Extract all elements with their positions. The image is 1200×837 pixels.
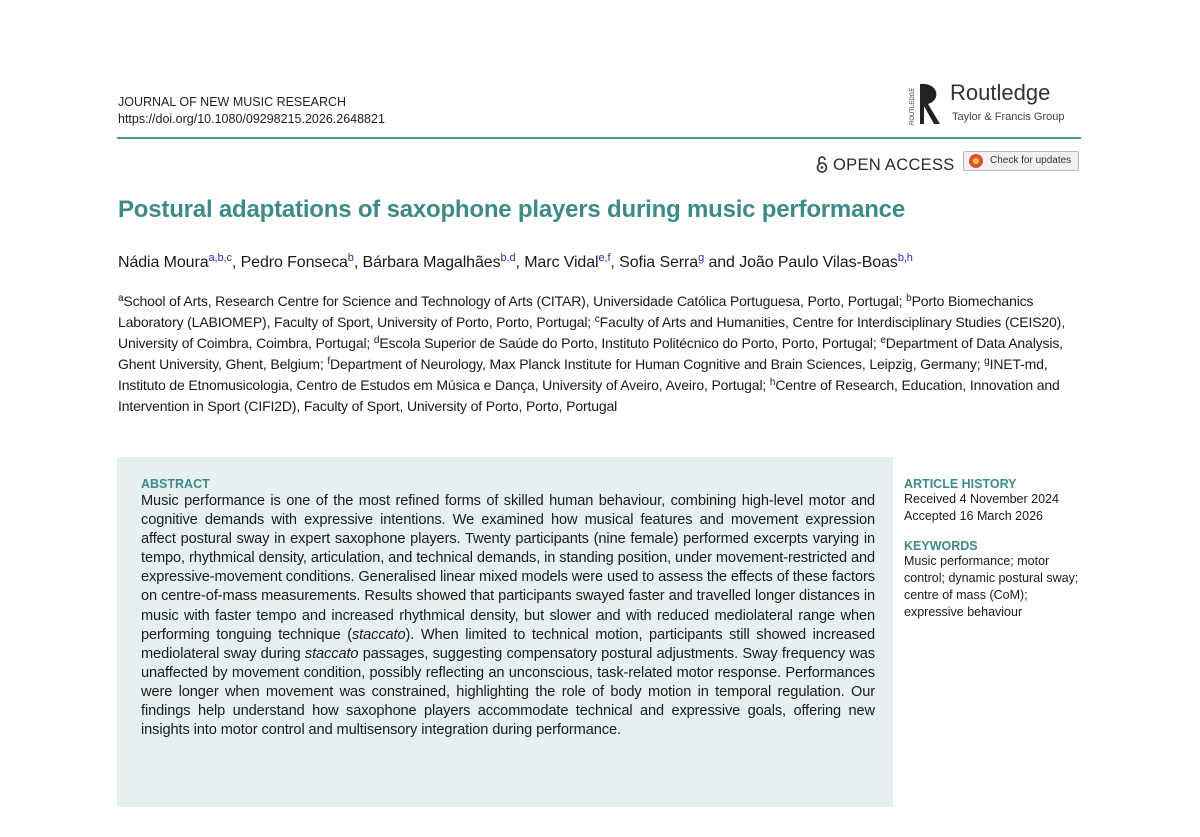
author-name[interactable]: Pedro Fonseca [240, 254, 348, 271]
abstract-italic-term: staccato [304, 645, 359, 662]
abstract-segment: passages, suggesting compensatory postural adjustments. Sway frequency was unaffected by movement condition, possibly reflecting an unconscious, task-related motor response. Performances were longer when movement was constrained, highlighting the role of body motion in temporal regulation. Our findings help understand how saxophone players accommodate technical and expressive goals, offering new insights into motor control and multisensory integration during performance. [141, 645, 875, 739]
abstract-italic-term: staccato [351, 626, 406, 643]
affiliation-key: a [118, 293, 124, 304]
author-affiliation-marker[interactable]: b [347, 252, 354, 264]
affiliation-text: Department of Neurology, Max Planck Institute for Human Cognitive and Brain Sciences, Leipzig, Germany; [330, 356, 985, 372]
abstract-text [141, 492, 875, 740]
affiliation-key: c [594, 314, 600, 325]
accepted-date: Accepted 16 March 2026 [904, 509, 1043, 523]
author-name[interactable]: João Paulo Vilas-Boas [739, 254, 898, 271]
author-name[interactable]: Marc Vidal [524, 254, 599, 271]
journal-name: JOURNAL OF NEW MUSIC RESEARCH [118, 95, 347, 109]
author-affiliation-marker[interactable]: b,h [897, 252, 913, 264]
author-name[interactable]: Sofia Serra [619, 254, 699, 271]
affiliation-text: Faculty of Arts and Humanities, Centre for Interdisciplinary Studies (CEIS20), University of Coimbra, Coimbra, Portugal; [118, 314, 1065, 351]
author-separator: and [704, 254, 740, 271]
author-list [118, 254, 913, 272]
publisher-logo[interactable] [908, 78, 1088, 128]
affiliation-key: e [880, 335, 886, 346]
author-separator: , [231, 254, 241, 271]
check-updates-label: Check for updates [990, 155, 1072, 166]
open-lock-icon [815, 155, 829, 173]
author-separator: , [515, 254, 525, 271]
routledge-icon [908, 78, 948, 128]
affiliation-text: Department of Data Analysis, Ghent University, Ghent, Belgium; [118, 335, 1063, 372]
publisher-brand: Routledge [950, 80, 1051, 105]
open-access-label: OPEN ACCESS [833, 156, 955, 174]
affiliation-key: b [906, 293, 912, 304]
author-affiliation-marker[interactable]: e,f [598, 252, 611, 264]
affiliation-text: Escola Superior de Saúde do Porto, Instituto Politécnico do Porto, Porto, Portugal; [379, 335, 881, 351]
journal-header [118, 94, 385, 128]
article-sidebar [904, 477, 1084, 621]
author-name[interactable]: Bárbara Magalhães [362, 254, 501, 271]
affiliations [118, 291, 1086, 417]
abstract-segment: ). When limited to technical motion, participants still showed increased mediolateral sway during [141, 626, 875, 662]
affiliation-key: d [373, 335, 380, 346]
article-history-heading: ARTICLE HISTORY [904, 477, 1017, 491]
author-affiliation-marker[interactable]: b,d [500, 252, 516, 264]
crossmark-icon [969, 154, 983, 168]
publisher-spine-text: ROUTLEDGE [910, 87, 916, 125]
keywords-text: Music performance; motor control; dynamic postural sway; centre of mass (CoM); expressive behaviour [904, 554, 1079, 619]
affiliation-key: g [984, 356, 990, 367]
affiliation-text: INET-md, Instituto de Etnomusicologia, Centro de Estudos em Música e Dança, University of Aveiro, Aveiro, Portugal; [118, 356, 1048, 393]
keywords-heading: KEYWORDS [904, 539, 978, 553]
author-separator: , [353, 254, 363, 271]
received-date: Received 4 November 2024 [904, 492, 1059, 506]
affiliation-key: f [327, 356, 331, 367]
abstract-box [117, 457, 893, 807]
affiliation-text: Porto Biomechanics Laboratory (LABIOMEP), Faculty of Sport, University of Porto, Porto, Portugal; [118, 293, 1034, 330]
author-name[interactable]: Nádia Moura [118, 254, 209, 271]
open-access-badge [815, 155, 955, 175]
author-affiliation-marker[interactable]: a,b,c [208, 252, 232, 264]
header-rule [117, 137, 1081, 139]
abstract-segment: Music performance is one of the most refined forms of skilled human behaviour, combining high-level motor and cognitive demands with expressive intentions. We examined how musical features and movement expression affect postural sway in expert saxophone players. Twenty participants (nine female) performed excerpts varying in tempo, rhythmical density, articulation, and technical demands, in standing position, under movement-restricted and expressive-movement conditions. Generalised linear mixed models were used to assess the effects of these factors on centre-of-mass measurements. Results showed that participants swayed faster and travelled longer distances in music with faster tempo and increased rhythmical density, but slower and with reduced mediolateral range when performing tonguing technique ( [141, 493, 875, 643]
doi-link[interactable]: https://doi.org/10.1080/09298215.2026.2648821 [118, 112, 385, 126]
abstract-heading: ABSTRACT [141, 477, 210, 491]
author-affiliation-marker[interactable]: g [698, 252, 705, 264]
affiliation-text: Centre of Research, Education, Innovation and Intervention in Sport (CIFI2D), Faculty of Sport, University of Porto, Porto, Portugal [118, 377, 1060, 414]
author-separator: , [610, 254, 620, 271]
article-title: Postural adaptations of saxophone players during music performance [118, 196, 905, 223]
publisher-group: Taylor & Francis Group [952, 111, 1065, 123]
affiliation-text: School of Arts, Research Centre for Science and Technology of Arts (CITAR), Universidade Católica Portuguesa, Porto, Portugal; [123, 293, 907, 309]
affiliation-key: h [769, 377, 776, 388]
check-updates-button[interactable] [963, 151, 1079, 171]
